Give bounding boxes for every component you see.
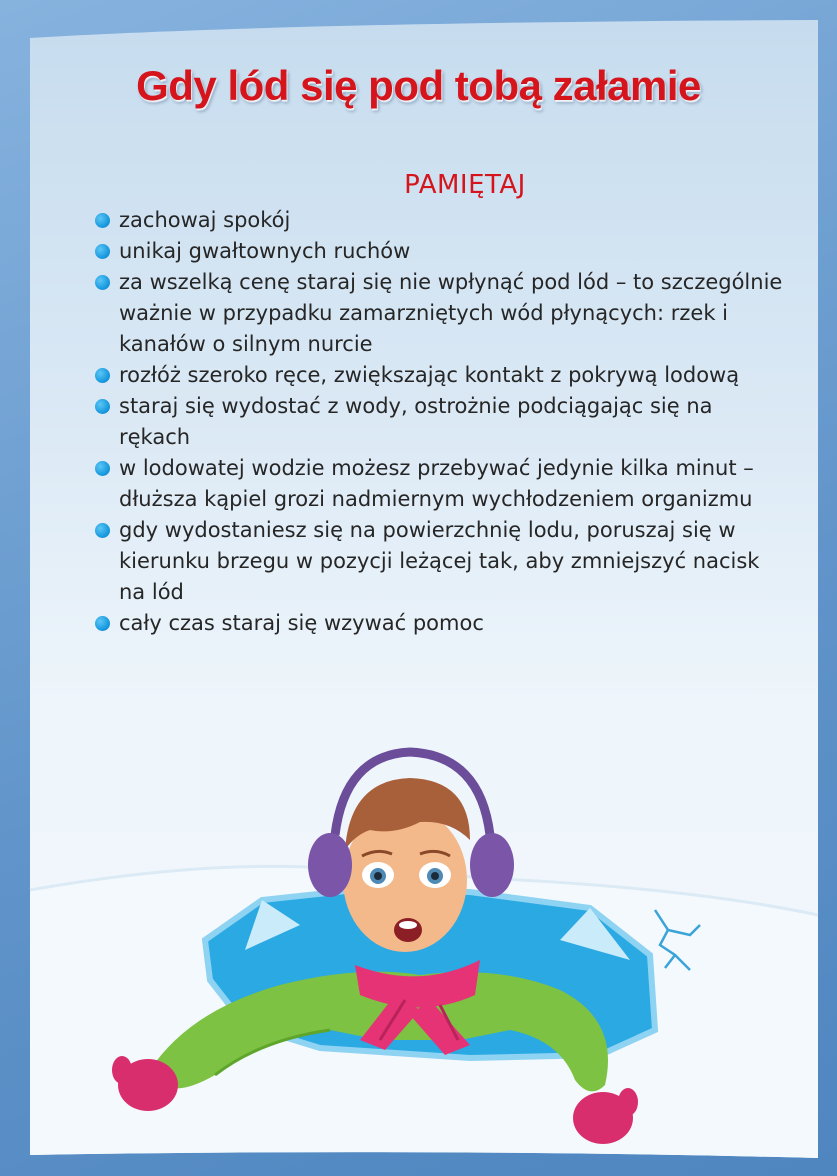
list-item-text: zachowaj spokój [119,208,291,232]
list-item-text: staraj się wydostać z wody, ostrożnie podciągając się na rękach [119,394,713,449]
bullet-icon [95,275,110,290]
bullet-icon [95,368,110,383]
list-item [94,205,784,236]
list-item-text: unikaj gwałtownych ruchów [119,239,411,263]
list-item-text: za wszelką cenę staraj się nie wpłynąć pod lód – to szczególnie ważnie w przypadku zamarzniętych wód płynących: rzek i kanałów o silnym nurcie [119,270,783,356]
bullet-icon [95,523,110,538]
bullet-icon [95,461,110,476]
poster-subtitle: PAMIĘTAJ [404,170,526,200]
list-item [94,453,784,515]
bullet-icon [95,399,110,414]
poster-title: Gdy lód się pod tobą załamie [136,62,701,109]
left-earmuff [308,833,352,897]
bullet-icon [95,213,110,228]
list-item-text: rozłóż szeroko ręce, zwiększając kontakt z pokrywą lodową [119,363,740,387]
list-item [94,608,784,639]
child-in-ice-illustration [0,740,837,1176]
list-item-text: w lodowatej wodzie możesz przebywać jedynie kilka minut – dłuższa kąpiel grozi nadmiernym wychłodzeniem organizmu [119,456,754,511]
list-item-text: cały czas staraj się wzywać pomoc [119,611,484,635]
bullet-icon [95,244,110,259]
list-item [94,515,784,608]
right-earmuff [470,833,514,897]
list-item [94,267,784,360]
list-item [94,360,784,391]
bullet-icon [95,616,110,631]
safety-tips-list [94,205,784,639]
list-item-text: gdy wydostaniesz się na powierzchnię lodu, poruszaj się w kierunku brzegu w pozycji leżącej tak, aby zmniejszyć nacisk na lód [119,518,760,604]
list-item [94,236,784,267]
list-item [94,391,784,453]
